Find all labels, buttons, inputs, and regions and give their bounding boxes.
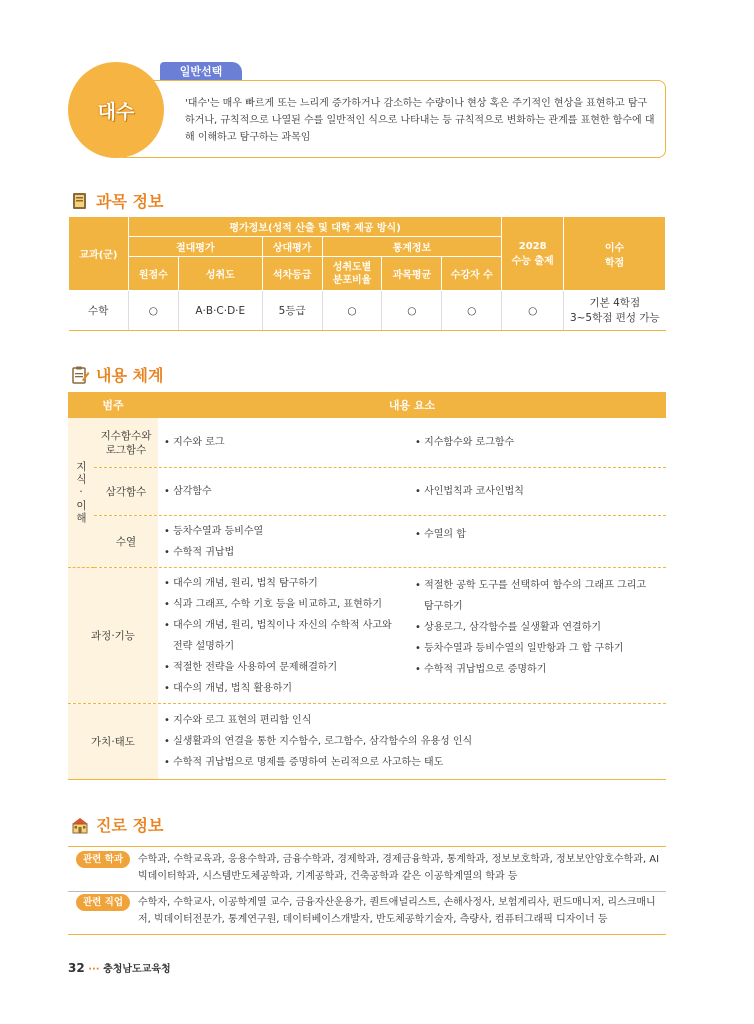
cell-distribution: ○ bbox=[322, 291, 382, 331]
section-career-info bbox=[70, 813, 163, 836]
header-subject-group: 교과(군) bbox=[69, 217, 129, 291]
cell-csat: ○ bbox=[502, 291, 564, 331]
list-item: • 적절한 전략을 사용하여 문제해결하기 bbox=[164, 657, 415, 678]
school-icon bbox=[70, 815, 90, 835]
header-eval-info: 평가정보(성적 산출 및 대학 제공 방식) bbox=[128, 217, 501, 237]
header-student-count: 수강자 수 bbox=[442, 257, 502, 291]
list-item: • 삼각함수 bbox=[164, 481, 415, 502]
header-distribution: 성취도별 분포비율 bbox=[322, 257, 382, 291]
table-row bbox=[69, 291, 666, 331]
list-item: • 사인법칙과 코사인법칙 bbox=[415, 481, 666, 502]
list-item: • 적절한 공학 도구를 선택하여 함수의 그래프 그리고 bbox=[415, 575, 666, 596]
clipboard-icon bbox=[70, 365, 90, 385]
content-table-header bbox=[68, 392, 666, 418]
cell-average: ○ bbox=[382, 291, 442, 331]
list-item: • 대수의 개념, 원리, 법칙이나 자신의 수학적 사고와 bbox=[164, 615, 415, 636]
list-item: • 수학적 귀납법으로 증명하기 bbox=[415, 659, 666, 680]
section-content-system bbox=[70, 363, 163, 386]
list-item: • 등차수열과 등비수열 bbox=[164, 521, 415, 542]
header-relative: 상대평가 bbox=[262, 237, 322, 257]
dept-tag: 관련 학과 bbox=[76, 851, 130, 868]
subject-title: 대수 bbox=[97, 100, 135, 123]
cell-raw-score: ○ bbox=[128, 291, 178, 331]
footer-separator: ··· bbox=[88, 964, 100, 975]
list-item: • 대수의 개념, 원리, 법칙 탐구하기 bbox=[164, 573, 415, 594]
section-title: 과목 정보 bbox=[96, 192, 164, 211]
list-item: • 지수와 로그 bbox=[164, 432, 415, 453]
page-number: 32 bbox=[68, 961, 85, 975]
intro-box bbox=[116, 80, 666, 158]
header-raw-score: 원점수 bbox=[128, 257, 178, 291]
header-elements: 내용 요소 bbox=[388, 399, 436, 412]
content-system-table bbox=[68, 392, 666, 780]
subject-badge bbox=[68, 62, 164, 158]
job-tag: 관련 직업 bbox=[76, 894, 130, 911]
list-item: • 지수함수와 로그함수 bbox=[415, 432, 666, 453]
header-achievement: 성취도 bbox=[178, 257, 262, 291]
cell-rank-grade: 5등급 bbox=[262, 291, 322, 331]
knowledge-category bbox=[68, 418, 94, 568]
list-item: • 지수와 로그 표현의 편리함 인식 bbox=[164, 710, 666, 731]
header-credit: 이수 학점 bbox=[564, 217, 666, 291]
section-title: 진로 정보 bbox=[96, 816, 164, 835]
list-item-continued: 탐구하기 bbox=[424, 601, 463, 612]
section-title: 내용 체계 bbox=[96, 366, 164, 385]
page-footer bbox=[68, 960, 171, 975]
category-process: 과정·기능 bbox=[68, 568, 158, 703]
knowledge-label: 지식·이해 bbox=[75, 460, 87, 525]
header-average: 과목평균 bbox=[382, 257, 442, 291]
career-related-departments bbox=[68, 846, 666, 892]
list-item: • 식과 그래프, 수학 기호 등을 비교하고, 표현하기 bbox=[164, 594, 415, 615]
cell-credit: 기본 4학점 3~5학점 편성 가능 bbox=[564, 291, 666, 331]
list-item: • 실생활과의 연결을 통한 지수함수, 로그함수, 삼각함수의 유용성 인식 bbox=[164, 731, 666, 752]
list-item: • 수열의 합 bbox=[415, 524, 666, 545]
header-absolute: 절대평가 bbox=[128, 237, 262, 257]
category-trig: 삼각함수 bbox=[94, 468, 158, 515]
header-rank-grade: 석차등급 bbox=[262, 257, 322, 291]
category-tag: 일반선택 bbox=[160, 62, 242, 82]
list-item: • 수학적 귀납법 bbox=[164, 542, 415, 563]
publisher-name: 충청남도교육청 bbox=[103, 964, 171, 975]
dept-text: 수학과, 수학교육과, 응용수학과, 금융수학과, 경제학과, 경제금융학과, 통계학과, 정보보호학과, 정보보안암호수학과, AI빅데이터학과, 시스템반도체공학과, 기계공학과, 건축공학과 같은 이공학계열의 학과 등 bbox=[138, 854, 660, 882]
category-exp-log: 지수함수와 로그함수 bbox=[94, 418, 158, 467]
list-item: • 수학적 귀납법으로 명제를 증명하여 논리적으로 사고하는 태도 bbox=[164, 752, 666, 773]
category-values: 가치·태도 bbox=[68, 704, 158, 779]
list-item: • 등차수열과 등비수열의 일반항과 그 합 구하기 bbox=[415, 638, 666, 659]
career-related-jobs bbox=[68, 890, 666, 935]
book-icon bbox=[70, 191, 90, 211]
cell-achievement: A·B·C·D·E bbox=[178, 291, 262, 331]
subject-info-table bbox=[68, 216, 666, 331]
cell-student-count: ○ bbox=[442, 291, 502, 331]
subject-description: '대수'는 매우 빠르게 또는 느리게 증가하거나 감소하는 수량이나 현상 혹은 주기적인 현상을 표현하고 탐구하거나, 규칙적으로 나열된 수를 일반적인 식으로 나타내는 등 규칙적으로 변화하는 관계를 표현한 함수에 대해 이해하고 탐구하는 과목임 bbox=[185, 98, 655, 143]
header-category: 범주 bbox=[102, 399, 124, 412]
category-sequence: 수열 bbox=[94, 516, 158, 567]
list-item: • 상용로그, 삼각함수를 실생활과 연결하기 bbox=[415, 617, 666, 638]
header-stats: 통계정보 bbox=[322, 237, 502, 257]
section-subject-info bbox=[70, 189, 163, 212]
cell-subject: 수학 bbox=[69, 291, 129, 331]
list-item-continued: 전략 설명하기 bbox=[173, 640, 235, 652]
list-item: • 대수의 개념, 법칙 활용하기 bbox=[164, 678, 415, 699]
header-csat: 2028 수능 출제 bbox=[502, 217, 564, 291]
job-text: 수학자, 수학교사, 이공학계열 교수, 금융자산운용가, 퀀트애널리스트, 손해사정사, 보험계리사, 펀드매니저, 리스크매니저, 빅데이터전문가, 통계연구원, 데이터베이스개발자, 반도체공학기술자, 측량사, 컴퓨터그래픽 디자이너 등 bbox=[138, 897, 656, 925]
